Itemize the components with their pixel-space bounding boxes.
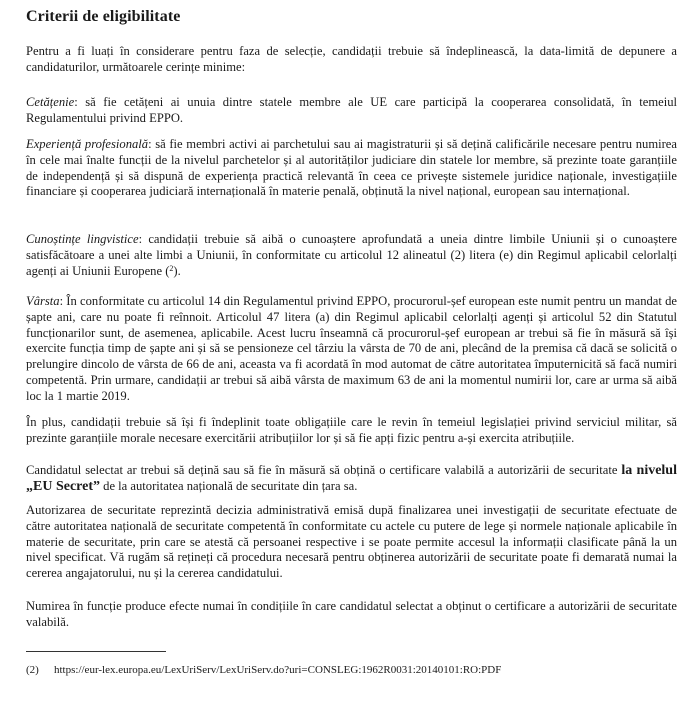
footnote-reference[interactable]: 2 <box>169 263 174 273</box>
clearance-text: Autorizarea de securitate reprezintă decizia administrativă emisă după finalizarea unei investigații de securitate efectuate de către autoritatea națională de securitate competentă în conformitate cu actele cu putere de lege și normele naționale aplicabile în materie de securitate, prin care se atestă că persoanei respective i se poate permite accesul la informații clasificate până la un nivel specificat. Vă rugăm să rețineți că procedura necesară pentru obținerea autorizării de securitate poate fi demarată numai la cererea angajatorului, nu și la cererea candidatului. <box>26 503 677 581</box>
military-text: În plus, candidații trebuie să își fi îndeplinit toate obligațiile care le revin în temeiul legislației privind serviciul militar, să prezinte garanțiile morale necesare exercitării atribuțiilor lor și să fie apți fizic pentru a-și exercita atribuțiile. <box>26 415 677 445</box>
intro-text: Pentru a fi luați în considerare pentru faza de selecție, candidații trebuie să îndeplinească, la data-limită de depunere a candidaturilor, următoarele cerințe minime: <box>26 44 677 74</box>
experience-paragraph <box>26 137 677 200</box>
experience-term: Experiență profesională <box>26 137 149 151</box>
intro-paragraph <box>26 44 677 76</box>
footnote-divider <box>26 651 166 652</box>
appointment-text: Numirea în funcție produce efecte numai în condițiile în care candidatul selectat a obținut o certificare a autorizării de securitate valabilă. <box>26 599 677 629</box>
footnote-link[interactable]: https://eur-lex.europa.eu/LexUriServ/LexUriServ.do?uri=CONSLEG:1962R0031:20140101:RO:PDF <box>54 664 502 676</box>
age-text: : În conformitate cu articolul 14 din Regulamentul privind EPPO, procurorul-șef european este numit pentru un mandat de șapte ani, care nu poate fi reînnoit. Articolul 47 litera (a) din Regimul aplicabil celorlalți agenți și articolul 52 din Statutul funcționarilor sunt, de asemenea, aplicabile. Acest lucru înseamnă că procurorul-șef european ar trebui să fie în măsură să își exercite funcția timp de șapte ani și să se pensioneze cel târziu la vârsta de 70 de ani, plecând de la premisa că dacă se solicită o prelungire dincolo de vârsta de 66 de ani, aceasta va fi acordată în mod automat de către autoritatea împuternicită să facă numiri competentă. Prin urmare, candidații ar trebui să aibă vârsta de maximum 63 de ani la momentul numirii lor, care ar urma să aibă loc la 1 martie 2019. <box>26 294 677 403</box>
citizenship-term: Cetățenie <box>26 95 75 109</box>
languages-term: Cunoștințe lingvistice <box>26 232 139 246</box>
page-title: Criterii de eligibilitate <box>26 8 181 25</box>
languages-paragraph <box>26 232 677 279</box>
footnote <box>26 663 686 677</box>
security-text: Candidatul selectat ar trebui să dețină sau să fie în măsură să obțină o certificare valabilă a autorizării de securitate <box>26 463 622 477</box>
security-level: la nivelul „EU Secret” <box>26 463 677 494</box>
security-text-end: de la autoritatea națională de securitate din țara sa. <box>100 478 358 493</box>
experience-text: : să fie membri activi ai parchetului sau ai magistraturii și să dețină calificările necesare pentru numirea în cele mai înalte funcții de la nivelul parchetelor și al autorităților judiciare din statele lor membre, să prezinte toate garanțiile de independență și să dispună de experiența practică relevantă în ceea ce privește sistemele juridice naționale, investigațiile financiare și cooperarea judiciară internațională în materie penală, obținută la nivel național, european sau internațional. <box>26 137 677 199</box>
security-paragraph <box>26 463 677 495</box>
age-term: Vârsta <box>26 294 60 308</box>
appointment-paragraph <box>26 599 677 631</box>
citizenship-text: : să fie cetățeni ai unuia dintre statele membre ale UE care participă la cooperarea consolidată, în temeiul Regulamentului privind EPPO. <box>26 95 677 125</box>
languages-text-end: ). <box>173 263 181 278</box>
citizenship-paragraph <box>26 95 677 127</box>
clearance-paragraph <box>26 503 677 582</box>
military-paragraph <box>26 415 677 447</box>
age-paragraph <box>26 294 677 405</box>
footnote-mark: (2) <box>26 664 39 676</box>
languages-text: : candidații trebuie să aibă o cunoaștere aprofundată a uneia dintre limbile Uniunii și o cunoaștere satisfăcătoare a unei alte limbi a Uniunii, în conformitate cu articolul 12 alineatul (2) litera (e) din Regimul aplicabil celorlalți agenți ai Uniunii Europene ( <box>26 232 677 278</box>
